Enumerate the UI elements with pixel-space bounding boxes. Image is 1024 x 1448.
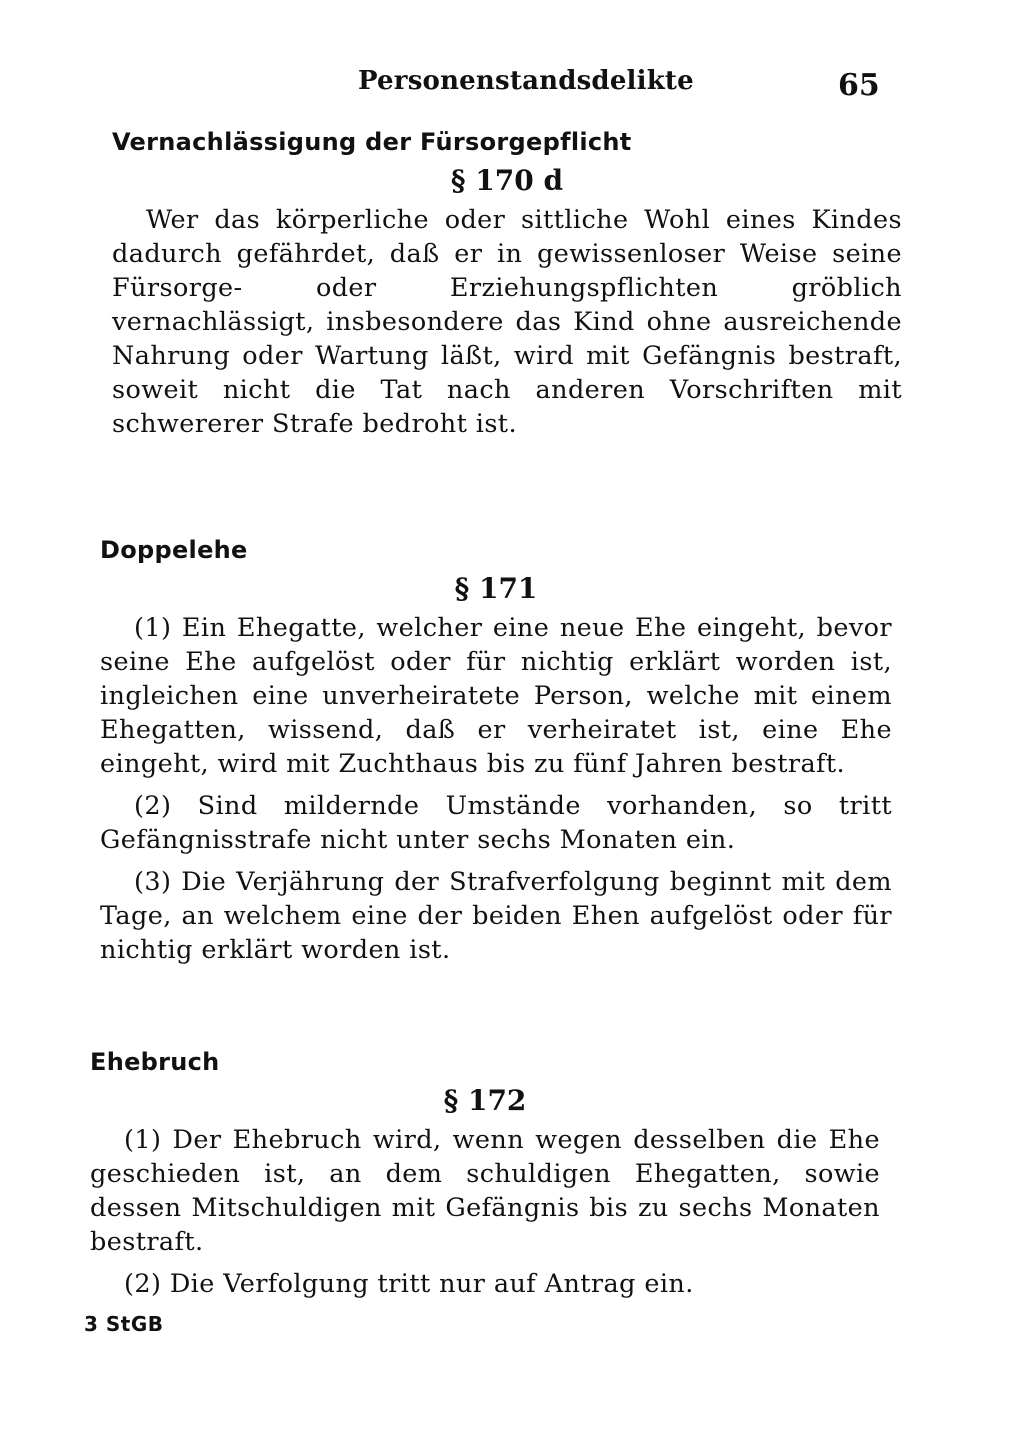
section-heading: Vernachlässigung der Fürsorgepflicht [112, 128, 632, 156]
signature-mark: 3 StGB [84, 1312, 164, 1336]
paragraph-number: § 172 [443, 1084, 527, 1117]
paragraph-text: (2) Sind mildernde Umstände vorhanden, so tritt Gefängnisstrafe nicht unter sechs Monaten ein. [100, 791, 892, 855]
paragraph-number: § 171 [454, 572, 538, 605]
paragraph-text: (1) Der Ehebruch wird, wenn wegen desselben die Ehe geschieden ist, an dem schuldigen Ehegatten, sowie dessen Mitschuldigen mit Gefängnis bis zu sechs Monaten bestraft. [90, 1125, 880, 1257]
running-title: Personenstandsdelikte [358, 66, 694, 96]
section-172 [90, 1048, 880, 1309]
paragraph-text: (3) Die Verjährung der Strafverfolgung beginnt mit dem Tage, an welchem eine der beiden Ehen aufgelöst oder für nichtig erklärt worden ist. [100, 867, 892, 965]
paragraph-number: § 170 d [450, 164, 564, 197]
section-170d [112, 128, 902, 449]
paragraph-text: (1) Ein Ehegatte, welcher eine neue Ehe eingeht, bevor seine Ehe aufgelöst oder für nichtig erklärt worden ist, ingleichen eine unverheiratete Person, welche mit einem Ehegatten, wissend, daß er verheiratet ist, eine Ehe eingeht, wird mit Zuchthaus bis zu fünf Jahren bestraft. [100, 613, 892, 779]
section-heading: Ehebruch [90, 1048, 220, 1076]
section-171 [100, 536, 892, 975]
paragraph-text: Wer das körperliche oder sittliche Wohl eines Kindes dadurch gefährdet, daß er in gewissenloser Weise seine Fürsorge- oder Erziehungspflichten gröblich vernachlässigt, insbesondere das Kind ohne ausreichende Nahrung oder Wartung läßt, wird mit Gefängnis bestraft, soweit nicht die Tat nach anderen Vorschriften mit schwererer Strafe bedroht ist. [112, 205, 902, 439]
section-heading: Doppelehe [100, 536, 248, 564]
paragraph-text: (2) Die Verfolgung tritt nur auf Antrag ein. [124, 1269, 694, 1299]
page-number: 65 [838, 68, 880, 103]
